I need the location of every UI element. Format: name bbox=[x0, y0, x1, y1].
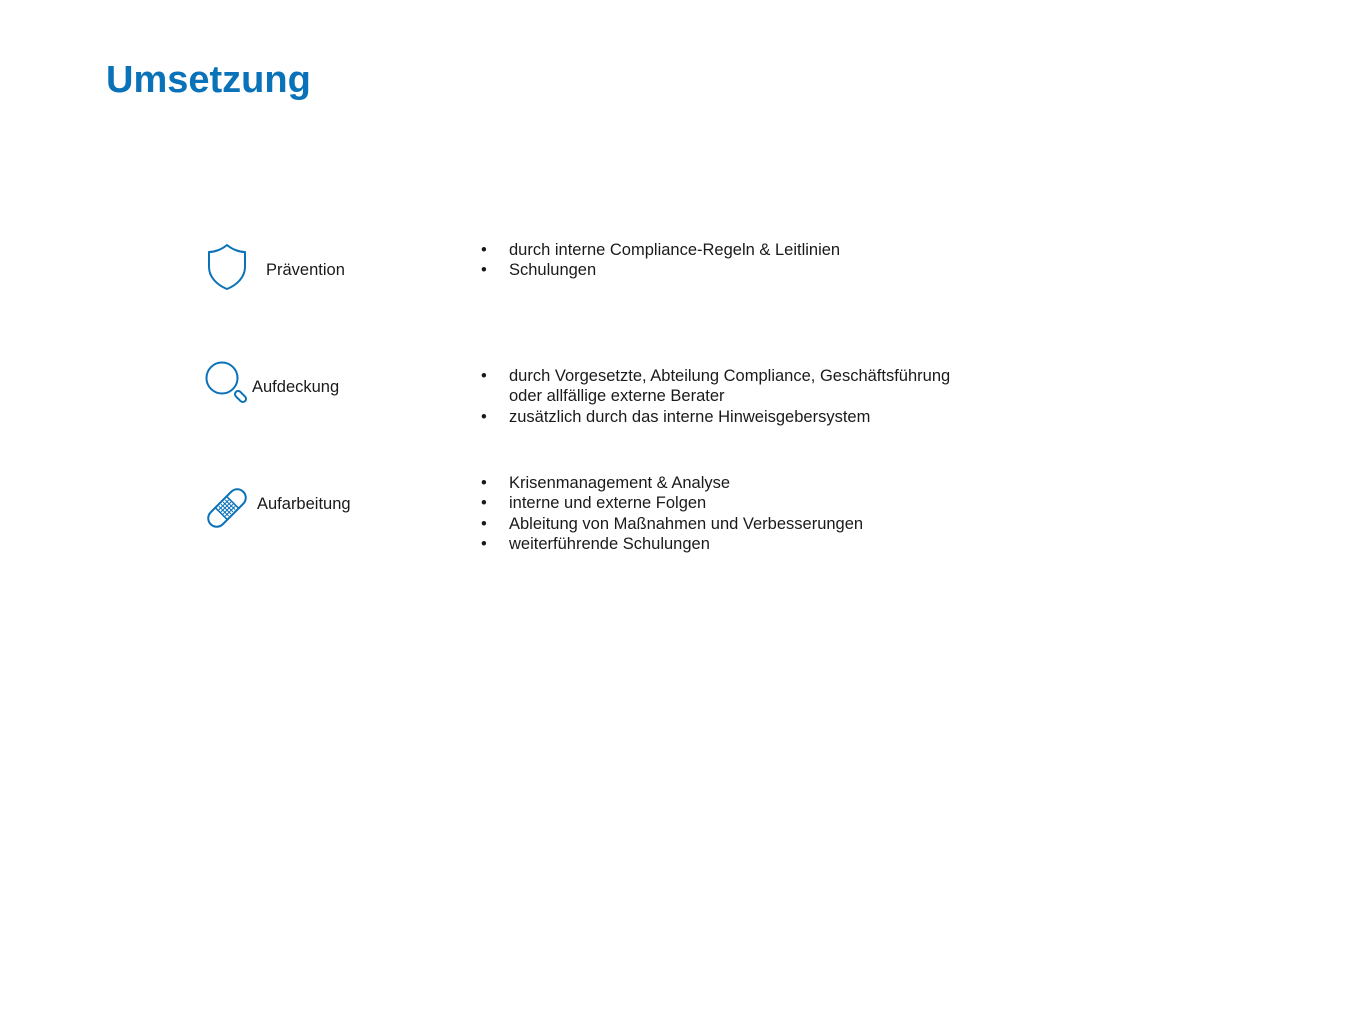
list-item: • Krisenmanagement & Analyse bbox=[481, 474, 731, 492]
row-label-praevention: Prävention bbox=[266, 261, 345, 279]
list-item: • Ableitung von Maßnahmen und Verbesserungen bbox=[481, 514, 864, 533]
bullet-symbol: • bbox=[481, 241, 487, 259]
row-label-aufdeckung: Aufdeckung bbox=[252, 378, 340, 396]
bullet-symbol: • bbox=[481, 514, 487, 533]
bullet-symbol: • bbox=[481, 367, 487, 385]
bullet-symbol: • bbox=[481, 407, 487, 426]
bandage-icon bbox=[203, 484, 251, 532]
bullet-symbol: • bbox=[481, 494, 487, 513]
bullet-symbol: • bbox=[481, 474, 487, 492]
list-item: • Schulungen bbox=[481, 261, 597, 280]
list-item: • weiterführende Schulungen bbox=[481, 534, 710, 553]
bullet-symbol: • bbox=[481, 261, 487, 280]
list-item: • durch interne Compliance-Regeln & Leitlinien bbox=[481, 241, 841, 259]
list-item: • interne und externe Folgen bbox=[481, 494, 707, 513]
row-label-aufarbeitung: Aufarbeitung bbox=[257, 495, 351, 513]
magnifier-icon bbox=[203, 359, 251, 407]
page-title: Umsetzung bbox=[106, 59, 311, 101]
list-item: • durch Vorgesetzte, Abteilung Compliance, Geschäftsführung oder allfällige externe Berater bbox=[481, 367, 951, 406]
shield-icon bbox=[205, 243, 249, 291]
bullet-symbol: • bbox=[481, 534, 487, 553]
bullet-list-aufdeckung bbox=[481, 366, 950, 427]
list-item: • zusätzlich durch das interne Hinweisgebersystem bbox=[481, 407, 871, 426]
bullet-list-aufarbeitung bbox=[481, 473, 863, 554]
bullet-list-praevention bbox=[481, 240, 840, 281]
